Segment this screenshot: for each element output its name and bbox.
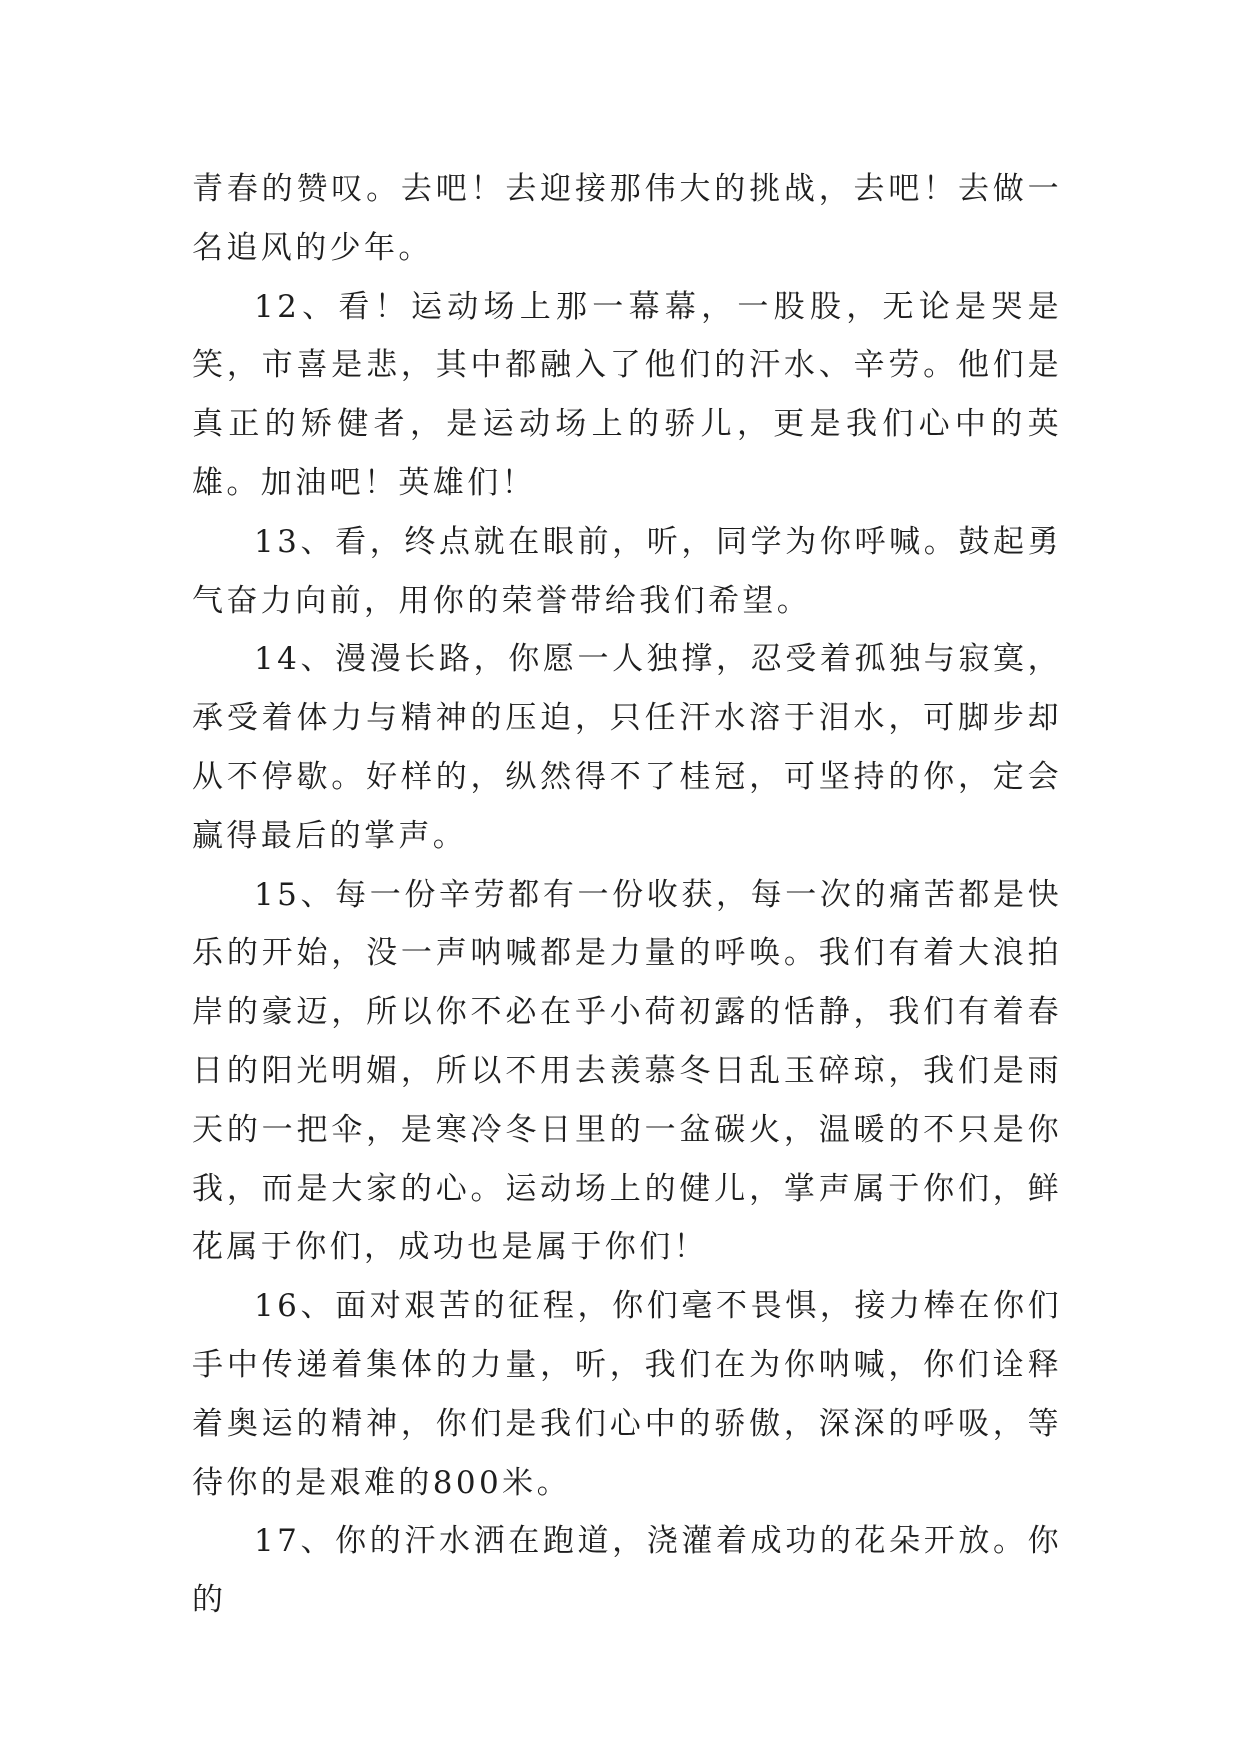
paragraph-continuation: 青春的赞叹。去吧！去迎接那伟大的挑战，去吧！去做一名追风的少年。	[192, 171, 1062, 266]
paragraph-item-15: 15、每一份辛劳都有一份收获，每一次的痛苦都是快乐的开始，没一声呐喊都是力量的呼唤。我们有着大浪拍岸的豪迈，所以你不必在乎小荷初露的恬静，我们有着春日的阳光明媚，所以不用去羡慕冬日乱玉碎琼，我们是雨天的一把伞，是寒冷冬日里的一盆碳火，温暖的不只是你我，而是大家的心。运动场上的健儿，掌声属于你们，鲜花属于你们，成功也是属于你们！	[192, 876, 1062, 1266]
paragraph-item-12: 12、看！运动场上那一幕幕，一股股，无论是哭是笑，市喜是悲，其中都融入了他们的汗水、辛劳。他们是真正的矫健者，是运动场上的骄儿，更是我们心中的英雄。加油吧！英雄们！	[192, 288, 1062, 501]
paragraph-item-17: 17、你的汗水洒在跑道，浇灌着成功的花朵开放。你的	[192, 1523, 1062, 1619]
document-body	[192, 160, 1062, 1630]
paragraph-item-16: 16、面对艰苦的征程，你们毫不畏惧，接力棒在你们手中传递着集体的力量，听，我们在为你呐喊，你们诠释着奥运的精神，你们是我们心中的骄傲，深深的呼吸，等待你的是艰难的800米。	[192, 1288, 1062, 1501]
paragraph-item-14: 14、漫漫长路，你愿一人独撑，忍受着孤独与寂寞，承受着体力与精神的压迫，只任汗水溶于泪水，可脚步却从不停歇。好样的，纵然得不了桂冠，可坚持的你，定会赢得最后的掌声。	[192, 641, 1062, 854]
paragraph-item-13: 13、看，终点就在眼前，听，同学为你呼喊。鼓起勇气奋力向前，用你的荣誉带给我们希望。	[192, 523, 1062, 619]
